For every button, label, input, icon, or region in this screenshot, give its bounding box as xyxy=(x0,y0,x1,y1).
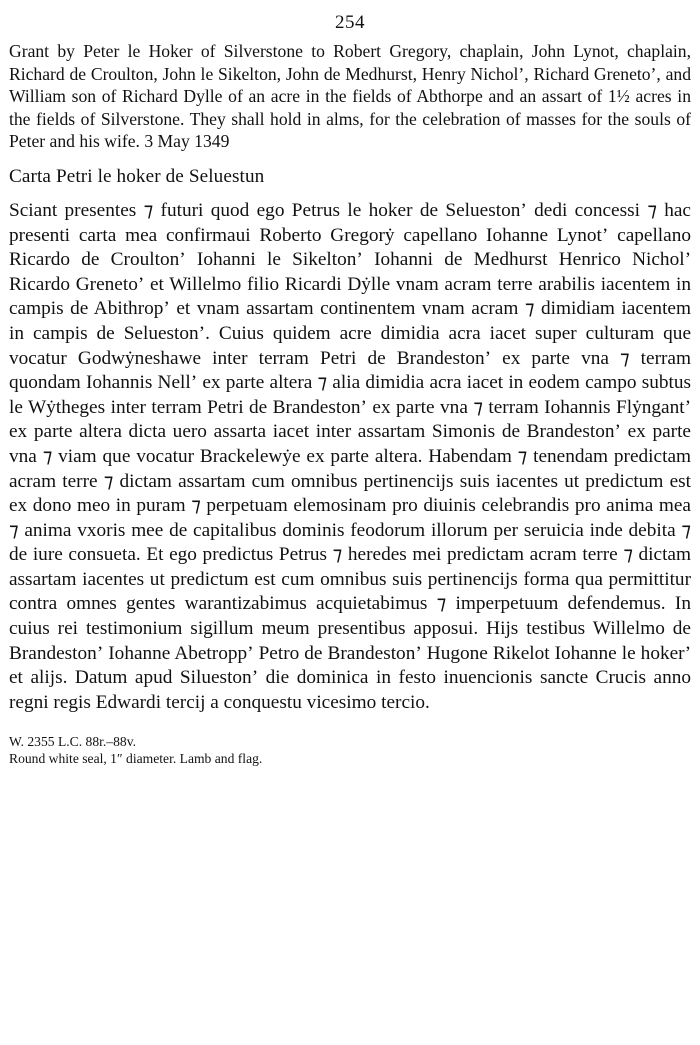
seal-description: Round white seal, 1″ diameter. Lamb and flag. xyxy=(9,751,263,767)
archival-reference: W. 2355 L.C. 88r.–88v. xyxy=(9,734,137,750)
charter-title: Carta Petri le hoker de Seluestun xyxy=(9,165,265,187)
english-summary: Grant by Peter le Hoker of Silverstone to Robert Gregory, chaplain, John Lynot, chaplain, Richard de Croulton, John le Sikelton, John de Medhurst, Henry Nichol’, Richard Greneto’, and William son of Richard Dylle of an acre in the fields of Abthorpe and an assart of 1½ acres in the fields of Silverstone. They shall hold in alms, for the celebration of masses for the souls of Peter and his wife. 3 May 1349 xyxy=(9,41,691,152)
charter-latin-text: Sciant presentes ⁊ futuri quod ego Petrus le hoker de Seluestonʼ dedi concessi ⁊ hac presenti carta mea confirmaui Roberto Gregorẏ capellano Iohanne Lynotʼ capellano Ricardo de Croultonʼ Iohanni le Sikeltonʼ Iohanni de Medhurst Henrico Nicholʼ Ricardo Grenetoʼ et Willelmo filio Ricardi Dẏlle vnam acram terre arabilis iacentem in campis de Abithropʼ et vnam assartam continentem vnam acram ⁊ dimidiam iacentem in campis de Seluestonʼ. Cuius quidem acre dimidia acra iacet super culturam que vocatur Godwẏneshawe inter terram Petri de Brandestonʼ ex parte vna ⁊ terram quondam Iohannis Nellʼ ex parte altera ⁊ alia dimidia acra iacet in eodem campo subtus le Wẏtheges inter terram Petri de Brandestonʼ ex parte vna ⁊ terram Iohannis Flẏngantʼ ex parte altera dicta uero assarta iacet inter assartam Simonis de Brandestonʼ ex parte vna ⁊ viam que vocatur Brackelewẏe ex parte altera. Habendam ⁊ tenendam predictam acram terre ⁊ dictam assartam cum omnibus pertinencijs suis iacentes ut predictum est ex dono meo in puram ⁊ perpetuam elemosinam pro diuinis celebrandis pro anima mea ⁊ anima vxoris mee de capitalibus dominis feodorum illorum per seruicia inde debita ⁊ de iure consueta. Et ego predictus Petrus ⁊ heredes mei predictam acram terre ⁊ dictam assartam iacentes ut predictum est cum omnibus suis pertinencijs forma qua permittitur contra omnes gentes warantizabimus acquietabimus ⁊ imperpetuum defendemus. In cuius rei testimonium sigillum meum presentibus apposui. Hijs testibus Willelmo de Brandestonʼ Iohanne Abetroppʼ Petro de Brandestonʼ Hugone Rikelot Iohanne le hokerʼ et alijs. Datum apud Siluestonʼ die dominica in festo inuencionis sancte Crucis anno regni regis Edwardi tercij a conquestu vicesimo tercio. xyxy=(9,199,691,713)
document-page xyxy=(9,12,691,767)
page-number: 254 xyxy=(335,12,365,33)
footnotes xyxy=(9,733,691,767)
